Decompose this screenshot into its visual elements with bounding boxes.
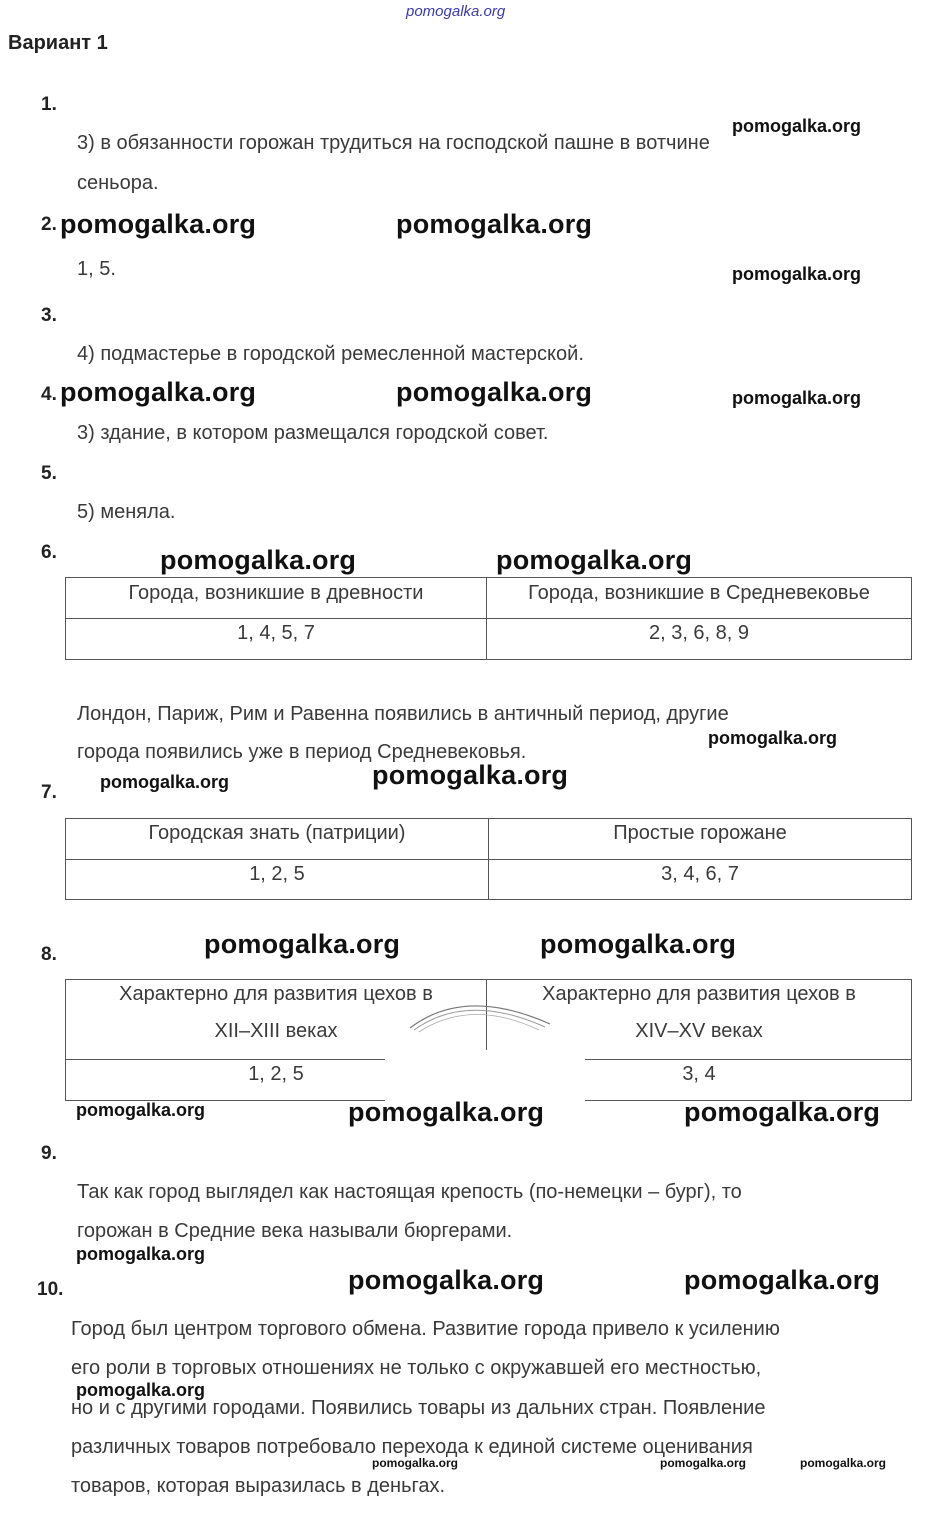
question-3-answer: 4) подмастерье в городской ремесленной мастерской. xyxy=(77,343,584,365)
watermark: pomogalka.org xyxy=(76,1244,206,1264)
question-7-number: 7. xyxy=(41,782,57,803)
watermark: pomogalka.org xyxy=(204,929,401,959)
table-q6 xyxy=(65,577,912,660)
table-q6-header-ancient: Города, возникшие в древности xyxy=(66,578,487,619)
watermark: pomogalka.org xyxy=(348,1265,545,1295)
watermark: pomogalka.org xyxy=(372,1456,459,1470)
question-5-number: 5. xyxy=(41,463,57,484)
question-2-answer: 1, 5. xyxy=(77,258,116,280)
question-1-answer-line2: сеньора. xyxy=(77,172,159,194)
watermark: pomogalka.org xyxy=(660,1456,747,1470)
question-10-answer-line2: его роли в торговых отношениях не только с окружавшей его местностью, xyxy=(71,1357,762,1379)
watermark: pomogalka.org xyxy=(160,545,357,575)
question-8-number: 8. xyxy=(41,944,57,965)
question-10-answer-line3: но и с другими городами. Появились товары из дальних стран. Появление xyxy=(71,1397,766,1419)
scan-arc-artifact xyxy=(405,994,555,1034)
question-10-number: 10. xyxy=(37,1279,64,1300)
question-1-answer-line1: 3) в обязанности горожан трудиться на господской пашне в вотчине xyxy=(77,132,710,154)
question-6-number: 6. xyxy=(41,542,57,563)
watermark-top: pomogalka.org xyxy=(406,3,506,20)
watermark: pomogalka.org xyxy=(348,1097,545,1127)
scan-erased-patch xyxy=(385,1050,585,1102)
watermark: pomogalka.org xyxy=(76,1380,206,1400)
table-q8-header-12-13-centuries: Характерно для развития цехов в XII–XIII веках xyxy=(66,980,487,1060)
watermark: pomogalka.org xyxy=(732,264,862,284)
question-9-answer-line2: горожан в Средние века называли бюргерами. xyxy=(77,1220,513,1242)
watermark: pomogalka.org xyxy=(396,209,593,239)
question-9-answer-line1: Так как город выглядел как настоящая крепость (по-немецки – бург), то xyxy=(77,1181,742,1203)
table-q7-value-commoners: 3, 4, 6, 7 xyxy=(489,860,912,900)
table-q6-value-ancient: 1, 4, 5, 7 xyxy=(66,619,487,660)
table-q6-value-medieval: 2, 3, 6, 8, 9 xyxy=(487,619,912,660)
watermark: pomogalka.org xyxy=(540,929,737,959)
watermark: pomogalka.org xyxy=(496,545,693,575)
page-title: Вариант 1 xyxy=(8,32,108,54)
watermark: pomogalka.org xyxy=(684,1265,881,1295)
table-q7-header-commoners: Простые горожане xyxy=(489,819,912,860)
question-10-answer-line1: Город был центром торгового обмена. Развитие города привело к усилению xyxy=(71,1318,780,1340)
table-q7-header-patricians: Городская знать (патриции) xyxy=(66,819,489,860)
table-q7 xyxy=(65,818,912,900)
watermark: pomogalka.org xyxy=(100,772,230,792)
question-4-answer: 3) здание, в котором размещался городской совет. xyxy=(77,422,549,444)
watermark: pomogalka.org xyxy=(708,728,838,748)
question-10-answer-line5: товаров, которая выразилась в деньгах. xyxy=(71,1475,446,1497)
question-6-note-line1: Лондон, Париж, Рим и Равенна появились в античный период, другие xyxy=(77,703,729,725)
table-q8-header-14-15-centuries: Характерно для развития цехов в XIV–XV веках xyxy=(487,980,912,1060)
table-q7-value-patricians: 1, 2, 5 xyxy=(66,860,489,900)
question-10-answer-line4: различных товаров потребовало перехода к единой системе оценивания xyxy=(71,1436,753,1458)
watermark: pomogalka.org xyxy=(732,116,862,136)
question-6-note-line2: города появились уже в период Средневековья. xyxy=(77,741,527,763)
table-q8-value-12-13-centuries: 1, 2, 5 xyxy=(66,1060,487,1101)
watermark: pomogalka.org xyxy=(372,760,569,790)
table-q8-value-14-15-centuries: 3, 4 xyxy=(487,1060,912,1101)
watermark: pomogalka.org xyxy=(60,377,257,407)
question-3-number: 3. xyxy=(41,305,57,326)
watermark: pomogalka.org xyxy=(76,1100,206,1120)
question-2-number: 2. xyxy=(41,214,57,235)
watermark: pomogalka.org xyxy=(684,1097,881,1127)
question-9-number: 9. xyxy=(41,1143,57,1164)
question-1-number: 1. xyxy=(41,94,57,115)
watermark: pomogalka.org xyxy=(396,377,593,407)
question-4-number: 4. xyxy=(41,384,57,405)
question-5-answer: 5) меняла. xyxy=(77,501,176,523)
watermark: pomogalka.org xyxy=(60,209,257,239)
watermark: pomogalka.org xyxy=(800,1456,887,1470)
watermark: pomogalka.org xyxy=(732,388,862,408)
table-q6-header-medieval: Города, возникшие в Средневековье xyxy=(487,578,912,619)
